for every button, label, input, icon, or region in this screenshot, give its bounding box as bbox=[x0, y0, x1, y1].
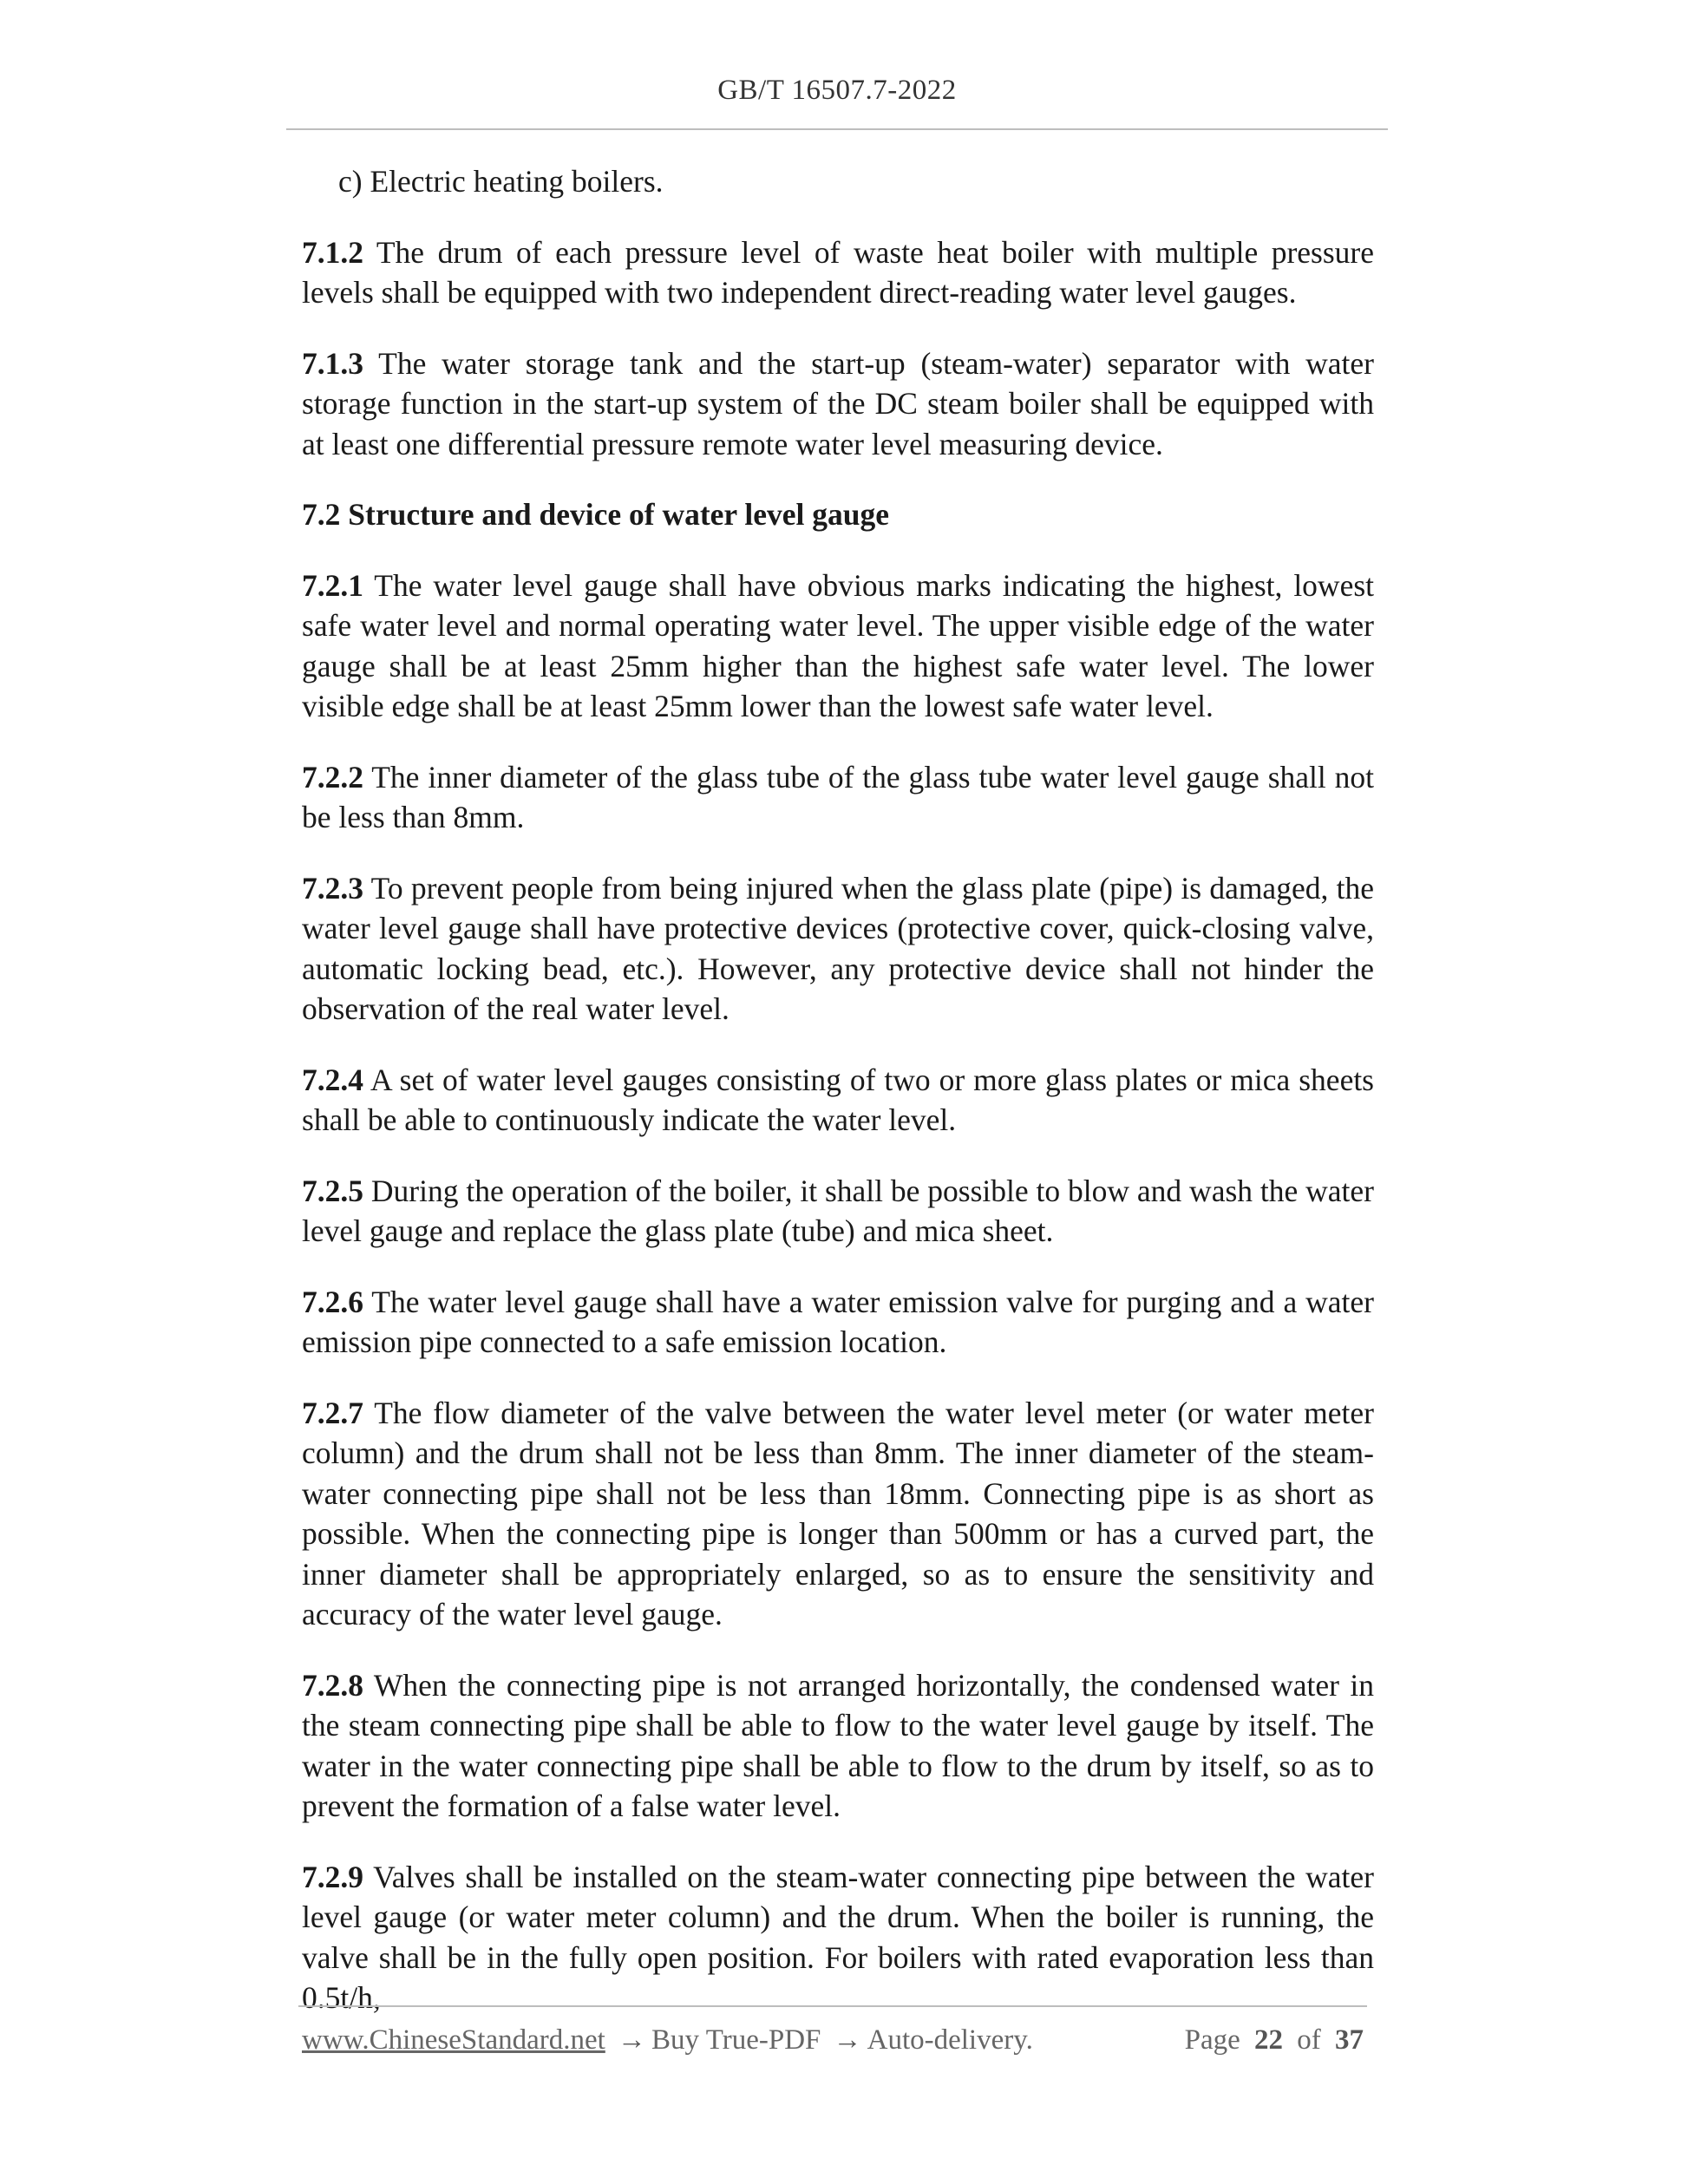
buy-pdf-text: Buy True-PDF bbox=[651, 2024, 821, 2056]
clause-7-1-3 bbox=[302, 343, 1374, 465]
section-heading-7-2: 7.2 Structure and device of water level gauge bbox=[302, 497, 890, 532]
clause-number: 7.2.4 bbox=[302, 1062, 363, 1097]
page-header-title: GB/T 16507.7-2022 bbox=[717, 75, 957, 106]
clause-number: 7.2.9 bbox=[302, 1859, 363, 1894]
page-current: 22 bbox=[1254, 2024, 1283, 2056]
clause-number: 7.2.2 bbox=[302, 759, 363, 794]
clause-7-2-7 bbox=[302, 1393, 1374, 1635]
clause-text: The drum of each pressure level of waste heat boiler with multiple pressure levels shall be equipped with two independent direct-reading water level gauges. bbox=[302, 234, 1374, 310]
arrow-right-icon: → bbox=[618, 2024, 647, 2056]
footer-left bbox=[302, 2024, 1033, 2056]
page-total: 37 bbox=[1335, 2024, 1364, 2056]
clause-text: When the connecting pipe is not arranged horizontally, the condensed water in the steam connecting pipe shall be able to flow to the water level gauge by itself. The water in the water connecting pipe shall be able to flow to the drum by itself, so as to prevent the formation of a false water level. bbox=[302, 1667, 1374, 1823]
clause-number: 7.2.3 bbox=[302, 870, 363, 906]
clause-text: To prevent people from being injured when the glass plate (pipe) is damaged, the water level gauge shall have protective devices (protective cover, quick-closing valve, automatic locking bead, etc.). However, any protective device shall not hinder the observation of the real water level. bbox=[302, 870, 1374, 1026]
page-indicator bbox=[1185, 2024, 1371, 2056]
clause-number: 7.1.2 bbox=[302, 234, 363, 270]
clause-text: The inner diameter of the glass tube of the glass tube water level gauge shall not be less than 8mm. bbox=[302, 759, 1374, 834]
clause-text: The flow diameter of the valve between the water level meter (or water meter column) and the drum shall not be less than 8mm. The inner diameter of the steam-water connecting pipe shall not be less than 18mm. Connecting pipe is as short as possible. When the connecting pipe is longer than 500mm or has a curved part, the inner diameter shall be appropriately enlarged, so as to ensure the sensitivity and accuracy of the water level gauge. bbox=[302, 1395, 1374, 1631]
clause-number: 7.1.3 bbox=[302, 345, 363, 381]
auto-delivery-text: Auto-delivery. bbox=[867, 2024, 1033, 2056]
clause-7-2-2 bbox=[302, 757, 1374, 838]
footer-divider bbox=[298, 2005, 1367, 2007]
list-item-c bbox=[302, 161, 1374, 202]
clause-7-2-1 bbox=[302, 566, 1374, 727]
header-divider bbox=[286, 128, 1388, 130]
document-body bbox=[302, 161, 1374, 2049]
clause-text: Valves shall be installed on the steam-water connecting pipe between the water level gauge (or water meter column) and the drum. When the boiler is running, the valve shall be in the fully open position. For boilers with rated evaporation less than 0.5t/h, bbox=[302, 1859, 1374, 2015]
arrow-right-icon: → bbox=[833, 2024, 862, 2056]
page-label: Page bbox=[1184, 2024, 1240, 2056]
clause-7-1-2 bbox=[302, 232, 1374, 313]
clause-number: 7.2.8 bbox=[302, 1667, 363, 1703]
clause-7-2-3 bbox=[302, 868, 1374, 1030]
clause-text: During the operation of the boiler, it shall be possible to blow and wash the water level gauge and replace the glass plate (tube) and mica sheet. bbox=[302, 1173, 1374, 1248]
clause-number: 7.2.7 bbox=[302, 1395, 363, 1430]
clause-text: The water level gauge shall have a water emission valve for purging and a water emission pipe connected to a safe emission location. bbox=[302, 1284, 1374, 1359]
clause-number: 7.2.1 bbox=[302, 567, 363, 603]
clause-7-2-5 bbox=[302, 1171, 1374, 1252]
clause-number: 7.2.6 bbox=[302, 1284, 363, 1319]
list-item-c-text: c) Electric heating boilers. bbox=[338, 164, 664, 199]
clause-number: 7.2.5 bbox=[302, 1173, 363, 1208]
clause-text: A set of water level gauges consisting of two or more glass plates or mica sheets shall be able to continuously indicate the water level. bbox=[302, 1062, 1374, 1137]
clause-text: The water level gauge shall have obvious marks indicating the highest, lowest safe water level and normal operating water level. The upper visible edge of the water gauge shall be at least 25mm higher than the highest safe water level. The lower visible edge shall be at least 25mm lower than the lowest safe water level. bbox=[302, 567, 1374, 723]
page-footer bbox=[302, 2024, 1371, 2056]
clause-7-2-9 bbox=[302, 1857, 1374, 2018]
of-label: of bbox=[1297, 2024, 1321, 2056]
clause-text: The water storage tank and the start-up (steam-water) separator with water storage function in the start-up system of the DC steam boiler shall be equipped with at least one differential pressure remote water level measuring device. bbox=[302, 345, 1374, 461]
clause-7-2-8 bbox=[302, 1665, 1374, 1827]
clause-7-2-6 bbox=[302, 1282, 1374, 1363]
clause-7-2-4 bbox=[302, 1060, 1374, 1141]
site-link[interactable]: www.ChineseStandard.net bbox=[302, 2024, 605, 2056]
